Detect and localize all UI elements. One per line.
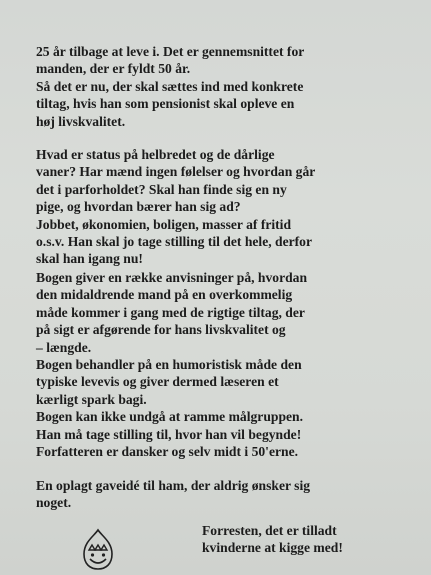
text-line: noget. xyxy=(36,495,72,511)
text-line: Forresten, det er tilladt xyxy=(202,523,337,538)
text-line: den midaldrende mand på en overkommelig xyxy=(36,287,293,303)
text-line: det i parforholdet? Skal han finde sig en ny xyxy=(36,181,287,197)
text-line: Jobbet, økonomien, boligen, masser af fritid xyxy=(36,216,292,232)
text-line: o.s.v. Han skal jo tage stilling til det hele, derfor xyxy=(36,234,313,250)
text-line: Bogen kan ikke undgå at ramme målgruppen. xyxy=(36,409,304,425)
text-line: høj livskvalitet. xyxy=(36,113,126,129)
text-line: Han må tage stilling til, hvor han vil begynde! xyxy=(36,426,302,442)
text-line: på sigt er afgørende for hans livskvalitet og xyxy=(36,322,286,338)
text-line: Forfatteren er dansker og selv midt i 50'erne. xyxy=(36,444,299,459)
text-line: pige, og hvordan bærer han sig ad? xyxy=(36,199,241,215)
text-line: vaner? Har mænd ingen følelser og hvordan går xyxy=(36,164,316,180)
text-line: tiltag, hvis han som pensionist skal opleve en xyxy=(36,96,295,112)
paragraph-book-description xyxy=(36,269,416,443)
text-line: – længde. xyxy=(36,339,92,355)
text-line: En oplagt gaveidé til ham, der aldrig ønsker sig xyxy=(36,478,311,493)
text-line: skal han igang nu! xyxy=(36,251,143,267)
paragraph-intro xyxy=(36,43,416,130)
text-line: manden, der er fyldt 50 år. xyxy=(36,61,191,77)
text-line: Bogen behandler på en humoristisk måde den xyxy=(36,357,302,373)
text-line: Bogen giver en række anvisninger på, hvordan xyxy=(36,270,308,285)
smiling-face-logo-icon xyxy=(78,526,118,572)
paragraph-gift-idea xyxy=(36,477,416,512)
text-line: kærligt spark bagi. xyxy=(36,391,147,407)
text-line: måde kommer i gang med de rigtige tiltag, der xyxy=(36,304,305,320)
text-line: 25 år tilbage at leve i. Det er gennemsnittet for xyxy=(36,44,305,59)
paragraph-closing-note xyxy=(202,522,392,557)
text-line: Hvad er status på helbredet og de dårlige xyxy=(36,147,275,162)
paragraph-author xyxy=(36,443,416,460)
text-line: Så det er nu, der skal sættes ind med konkrete xyxy=(36,78,304,94)
text-line: kvinderne at kigge med! xyxy=(202,540,343,556)
paragraph-questions xyxy=(36,146,416,268)
text-line: typiske levevis og giver dermed læseren et xyxy=(36,374,279,390)
